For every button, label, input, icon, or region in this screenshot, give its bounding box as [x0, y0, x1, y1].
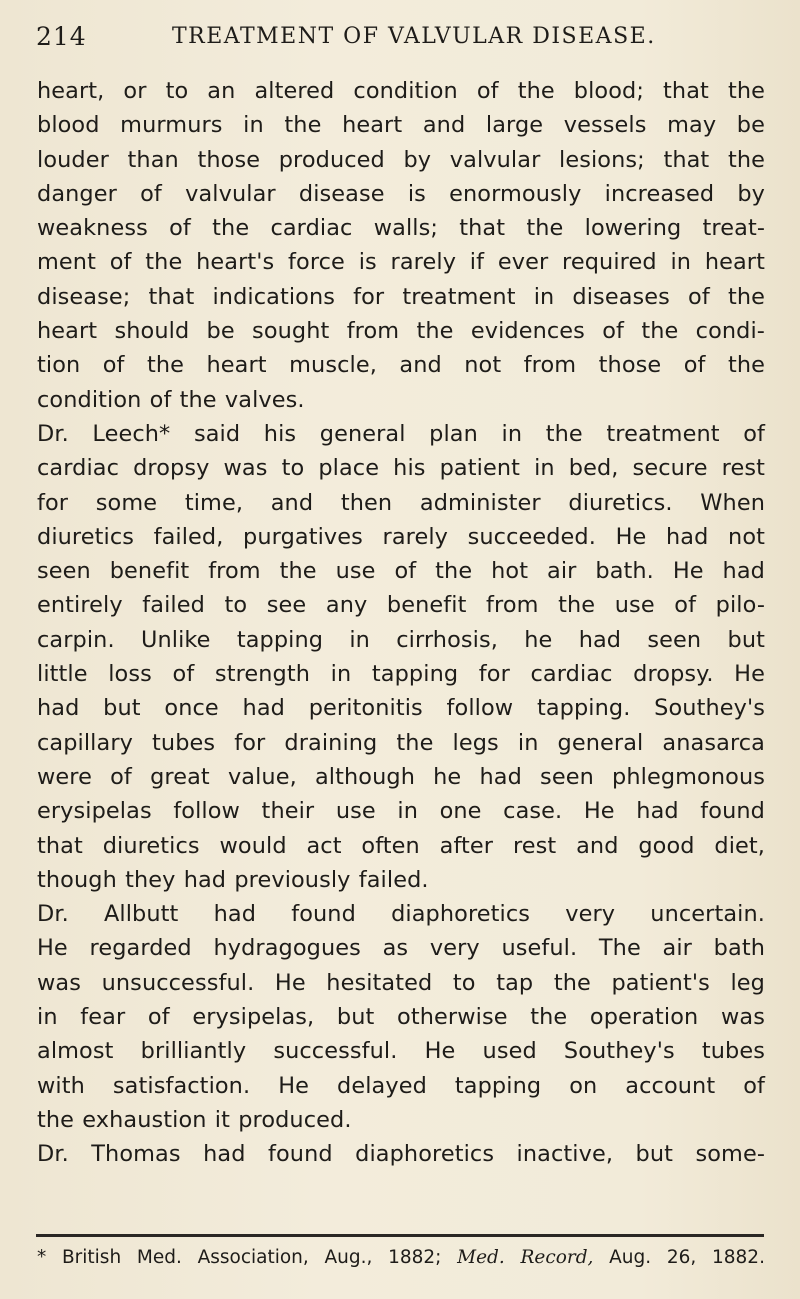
text-line: was unsuccessful. He hesitated to tap the patient's leg — [37, 969, 765, 996]
text-line: were of great value, although he had seen phlegmonous — [37, 763, 765, 790]
text-line: erysipelas follow their use in one case. He had found — [37, 798, 765, 825]
footnote — [37, 1247, 765, 1268]
text-line: tion of the heart muscle, and not from those of the — [37, 352, 765, 379]
footnote-text-before: British Med. Association, Aug., 1882; — [61, 1247, 442, 1268]
text-line: seen benefit from the use of the hot air bath. He had — [37, 558, 765, 585]
footnote-journal-title: Med. Record, — [457, 1247, 594, 1268]
text-line: the exhaustion it produced. — [37, 1106, 352, 1133]
body-text — [37, 74, 765, 1172]
paragraph-3 — [37, 897, 765, 1137]
text-line: heart, or to an altered condition of the blood; that the — [37, 78, 765, 104]
text-line: danger of valvular disease is enormously increased by — [37, 180, 765, 207]
text-line: He regarded hydragogues as very useful. The air bath — [37, 935, 765, 962]
text-line: diuretics failed, purgatives rarely succeeded. He had not — [37, 523, 765, 550]
page-header — [36, 18, 756, 58]
text-line: Dr. Thomas had found diaphoretics inactive, but some- — [37, 1141, 765, 1168]
text-line: entirely failed to see any benefit from the use of pilo- — [37, 592, 765, 619]
text-line: for some time, and then administer diuretics. When — [37, 489, 765, 516]
footnote-rule — [36, 1234, 764, 1237]
footnote-marker: * — [37, 1247, 47, 1268]
text-line: almost brilliantly successful. He used Southey's tubes — [37, 1038, 765, 1065]
text-line: in fear of erysipelas, but otherwise the operation was — [37, 1004, 765, 1031]
running-head: TREATMENT OF VALVULAR DISEASE. — [172, 24, 656, 49]
text-line: condition of the valves. — [37, 386, 305, 413]
paragraph-2 — [37, 417, 765, 897]
text-line: carpin. Unlike tapping in cirrhosis, he had seen but — [37, 626, 765, 653]
text-line: Dr. Allbutt had found diaphoretics very uncertain. — [37, 901, 765, 928]
paragraph-1 — [37, 74, 765, 417]
text-line: that diuretics would act often after rest and good diet, — [37, 832, 765, 859]
text-line: blood murmurs in the heart and large vessels may be — [37, 112, 765, 139]
text-line: disease; that indications for treatment in diseases of the — [37, 283, 765, 310]
text-line: weakness of the cardiac walls; that the lowering treat- — [37, 215, 765, 242]
text-line: capillary tubes for draining the legs in general anasarca — [37, 729, 765, 756]
text-line: little loss of strength in tapping for cardiac dropsy. He — [37, 661, 765, 688]
text-line: heart should be sought from the evidences of the condi- — [37, 318, 765, 345]
text-line: though they had previously failed. — [37, 866, 429, 893]
paragraph-4 — [37, 1137, 765, 1171]
text-line: with satisfaction. He delayed tapping on account of — [37, 1072, 765, 1099]
text-line: had but once had peritonitis follow tapping. Southey's — [37, 695, 765, 722]
text-line: cardiac dropsy was to place his patient in bed, secure rest — [37, 455, 765, 482]
footnote-text-after: Aug. 26, 1882. — [609, 1247, 765, 1268]
page-number: 214 — [36, 22, 87, 51]
text-line: louder than those produced by valvular lesions; that the — [37, 146, 765, 173]
text-line: Dr. Leech* said his general plan in the treatment of — [37, 420, 765, 447]
text-line: ment of the heart's force is rarely if ever required in heart — [37, 249, 765, 276]
